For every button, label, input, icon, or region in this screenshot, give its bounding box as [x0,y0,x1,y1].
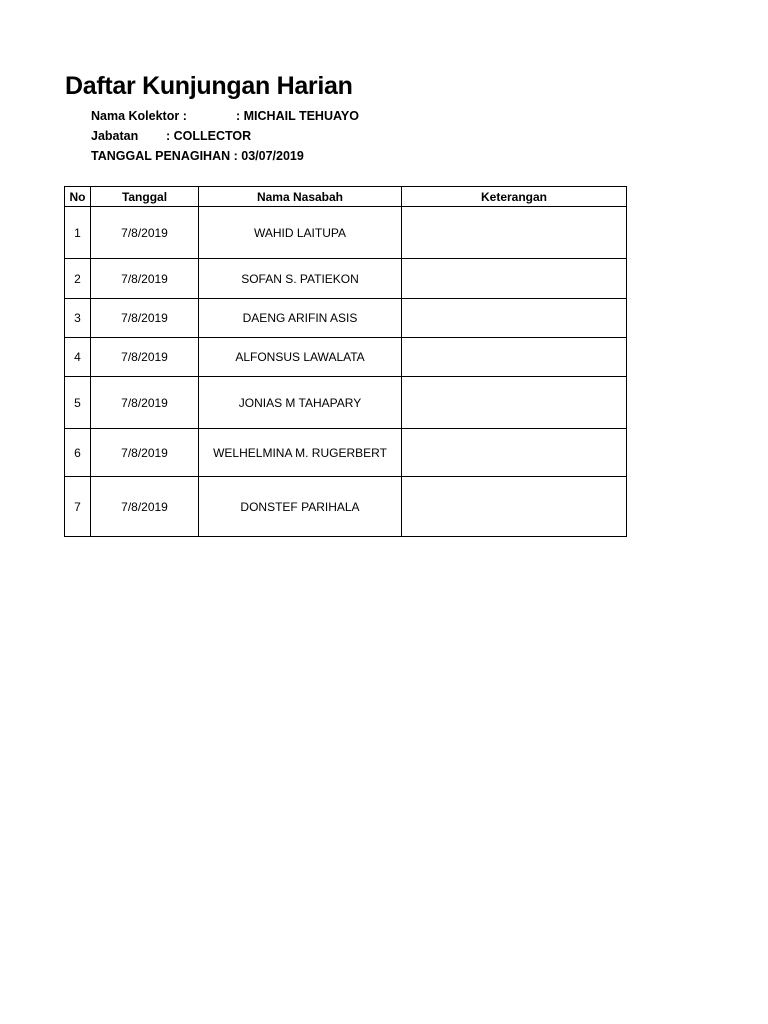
collector-value: : MICHAIL TEHUAYO [236,109,359,123]
cell-keterangan[interactable] [402,477,627,537]
position-label: Jabatan [91,129,139,143]
table-row [65,429,627,477]
cell-no: 3 [65,299,91,338]
cell-tanggal: 7/8/2019 [91,259,199,299]
billing-date-value: 03/07/2019 [241,149,304,163]
table-row [65,377,627,429]
table-row [65,477,627,537]
table-row [65,207,627,259]
cell-no: 7 [65,477,91,537]
header-nama-nasabah: Nama Nasabah [199,187,402,207]
cell-tanggal: 7/8/2019 [91,377,199,429]
header-tanggal: Tanggal [91,187,199,207]
cell-tanggal: 7/8/2019 [91,429,199,477]
table-row [65,338,627,377]
header-keterangan: Keterangan [402,187,627,207]
billing-date-label: TANGGAL PENAGIHAN : [91,149,238,163]
cell-keterangan[interactable] [402,207,627,259]
header-no: No [65,187,91,207]
document-title: Daftar Kunjungan Harian [65,72,353,100]
billing-date-info [91,149,304,163]
cell-tanggal: 7/8/2019 [91,338,199,377]
cell-keterangan[interactable] [402,377,627,429]
cell-nama-nasabah: DONSTEF PARIHALA [199,477,402,537]
cell-no: 6 [65,429,91,477]
collector-label: Nama Kolektor : [91,109,187,123]
table-row [65,259,627,299]
position-value: : COLLECTOR [166,129,252,143]
cell-nama-nasabah: DAENG ARIFIN ASIS [199,299,402,338]
table-row [65,299,627,338]
cell-tanggal: 7/8/2019 [91,299,199,338]
cell-keterangan[interactable] [402,299,627,338]
cell-nama-nasabah: ALFONSUS LAWALATA [199,338,402,377]
collector-info [91,109,359,123]
position-info [91,129,251,143]
cell-nama-nasabah: WAHID LAITUPA [199,207,402,259]
cell-keterangan[interactable] [402,259,627,299]
table-header-row [65,187,627,207]
cell-no: 5 [65,377,91,429]
visit-table [64,186,627,537]
cell-keterangan[interactable] [402,338,627,377]
cell-tanggal: 7/8/2019 [91,477,199,537]
cell-keterangan[interactable] [402,429,627,477]
cell-tanggal: 7/8/2019 [91,207,199,259]
cell-no: 2 [65,259,91,299]
cell-nama-nasabah: SOFAN S. PATIEKON [199,259,402,299]
cell-nama-nasabah: JONIAS M TAHAPARY [199,377,402,429]
cell-no: 4 [65,338,91,377]
cell-nama-nasabah: WELHELMINA M. RUGERBERT [199,429,402,477]
cell-no: 1 [65,207,91,259]
